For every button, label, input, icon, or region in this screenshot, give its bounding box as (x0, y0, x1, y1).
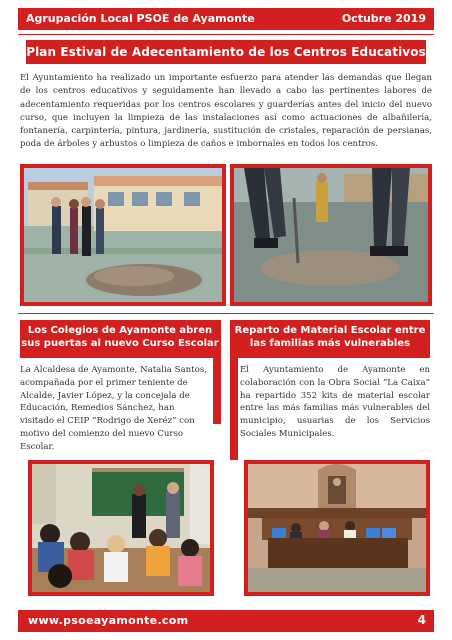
workers-image (234, 168, 428, 302)
article-title: Plan Estival de Adecentamiento de los Centros Educativos (26, 40, 426, 64)
right-column-body: El Ayuntamiento de Ayamonte en colaboración con la Obra Social “La Caixa” ha repartido 352 kits de material escolar entre las más familias más vulnerables del municipio, usuarias de los Servicios Sociales Municipales. (240, 365, 430, 439)
photo-workers (230, 164, 432, 306)
header-bar (18, 8, 434, 30)
materials-event-image (248, 464, 426, 592)
header-date: Octubre 2019 (341, 12, 426, 25)
left-column-body: La Alcaldesa de Ayamonte, Natalia Santos, acompañada por el primer teniente de Alcalde, Javier López, y la concejala de Educación, Remedios Sánchez, han visitado el CEIP “Rodrigo de Xeréz” con motivo del comienzo del nuevo Curso Escolar. (20, 365, 207, 452)
footer-website-link[interactable]: www.psoeayamonte.com (28, 614, 189, 627)
courtyard-image (24, 168, 222, 302)
page-number: 4 (417, 613, 426, 627)
photo-classroom (28, 460, 214, 596)
right-column-title: Reparto de Material Escolar entre las familias más vulnerables (230, 320, 430, 358)
header-rule (18, 34, 434, 35)
photo-materials-event (244, 460, 430, 596)
left-column-title: Los Colegios de Ayamonte abren sus puertas al nuevo Curso Escolar (20, 320, 220, 358)
classroom-image (32, 464, 210, 592)
footer-bar (18, 610, 434, 632)
photo-school-courtyard (20, 164, 226, 306)
header-organization: Agrupación Local PSOE de Ayamonte (26, 12, 255, 25)
article-intro: El Ayuntamiento ha realizado un importante esfuerzo para atender las demandas que llegan de los centros educativos y seguidamente han llevado a cabo las pertinentes labores de adecentamiento requeridas por los centros escolares y guarderías antes del inicio del nuevo curso, que incluyen la limpieza de las instalaciones así como actuaciones de albañilería, fontanería, carpintería, pintura, jardinería, sustitución de cristales, reparación de persianas, poda de árboles y arbustos o limpieza de caños e imbornales en todos los centros. (20, 73, 432, 150)
section-rule (18, 313, 434, 314)
